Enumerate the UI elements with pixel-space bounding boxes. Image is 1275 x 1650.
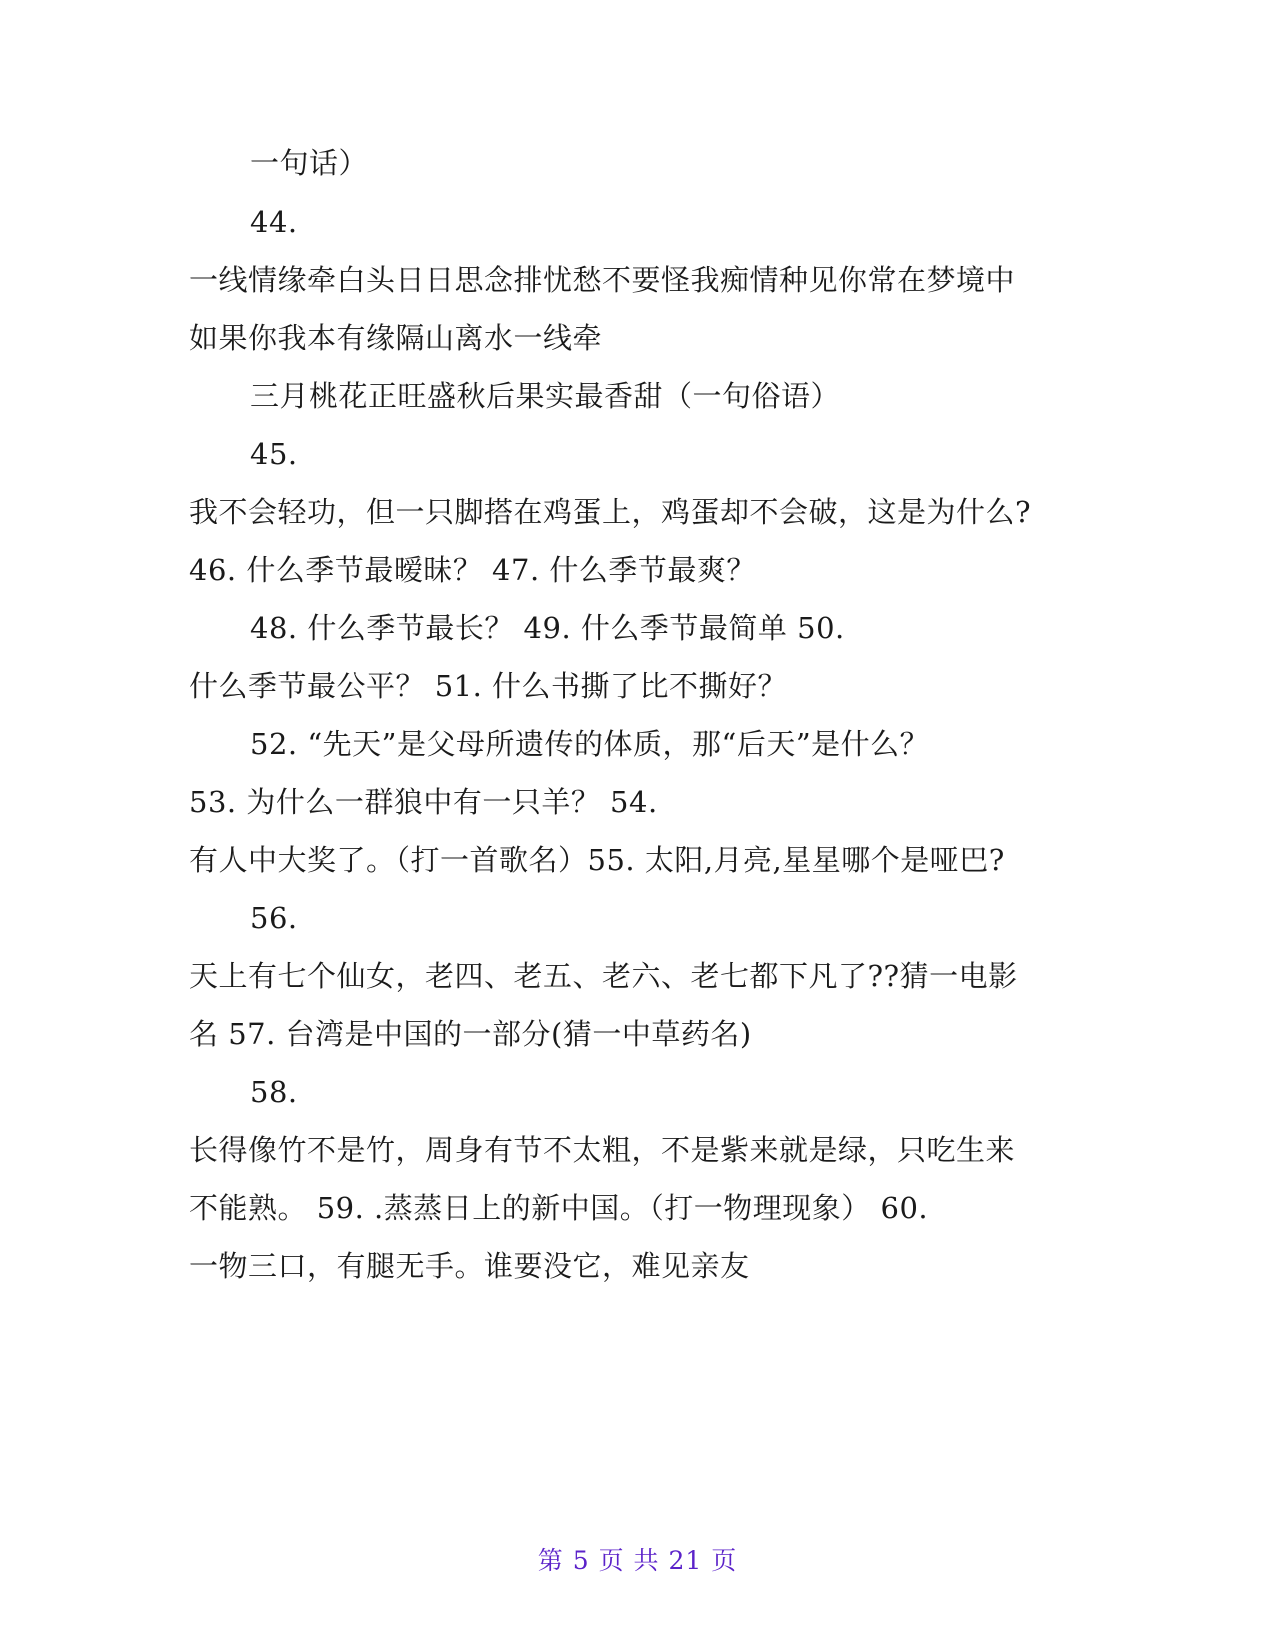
text-line: 一物三口，有腿无手。谁要没它，难见亲友 [189,1249,750,1283]
page-number-footer: 第 5 页 共 21 页 [537,1546,738,1575]
text-line: 我不会轻功，但一只脚搭在鸡蛋上，鸡蛋却不会破，这是为什么? [189,495,1032,529]
text-line: 有人中大奖了。（打一首歌名）55. 太阳,月亮,星星哪个是哑巴? [189,843,1005,877]
text-line: 如果你我本有缘隔山离水一线牵 [189,321,603,355]
text-line: 名 57. 台湾是中国的一部分(猜一中草药名) [189,1017,752,1051]
text-line: 56. [250,901,298,935]
text-line: 一句话） [250,146,369,180]
text-line: 46. 什么季节最暧昧？ 47. 什么季节最爽？ [189,553,756,587]
text-line: 52. “先天”是父母所遗传的体质，那“后天”是什么？ [250,727,930,761]
text-line: 不能熟。 59. .蒸蒸日上的新中国。（打一物理现象） 60. [189,1191,929,1225]
text-line: 什么季节最公平？ 51. 什么书撕了比不撕好？ [189,669,788,703]
text-line: 53. 为什么一群狼中有一只羊？ 54. [189,785,658,819]
text-line: 一线情缘牵白头日日思念排忧愁不要怪我痴情种见你常在梦境中 [189,263,1016,297]
text-line: 44. [250,205,298,239]
text-line: 三月桃花正旺盛秋后果实最香甜（一句俗语） [250,379,841,413]
text-line: 45. [250,437,298,471]
text-line: 长得像竹不是竹，周身有节不太粗，不是紫来就是绿，只吃生来 [189,1133,1016,1167]
text-line: 天上有七个仙女，老四、老五、老六、老七都下凡了??猜一电影 [189,959,1018,993]
text-line: 48. 什么季节最长？ 49. 什么季节最简单 50. [250,611,845,645]
text-line: 58. [250,1075,298,1109]
